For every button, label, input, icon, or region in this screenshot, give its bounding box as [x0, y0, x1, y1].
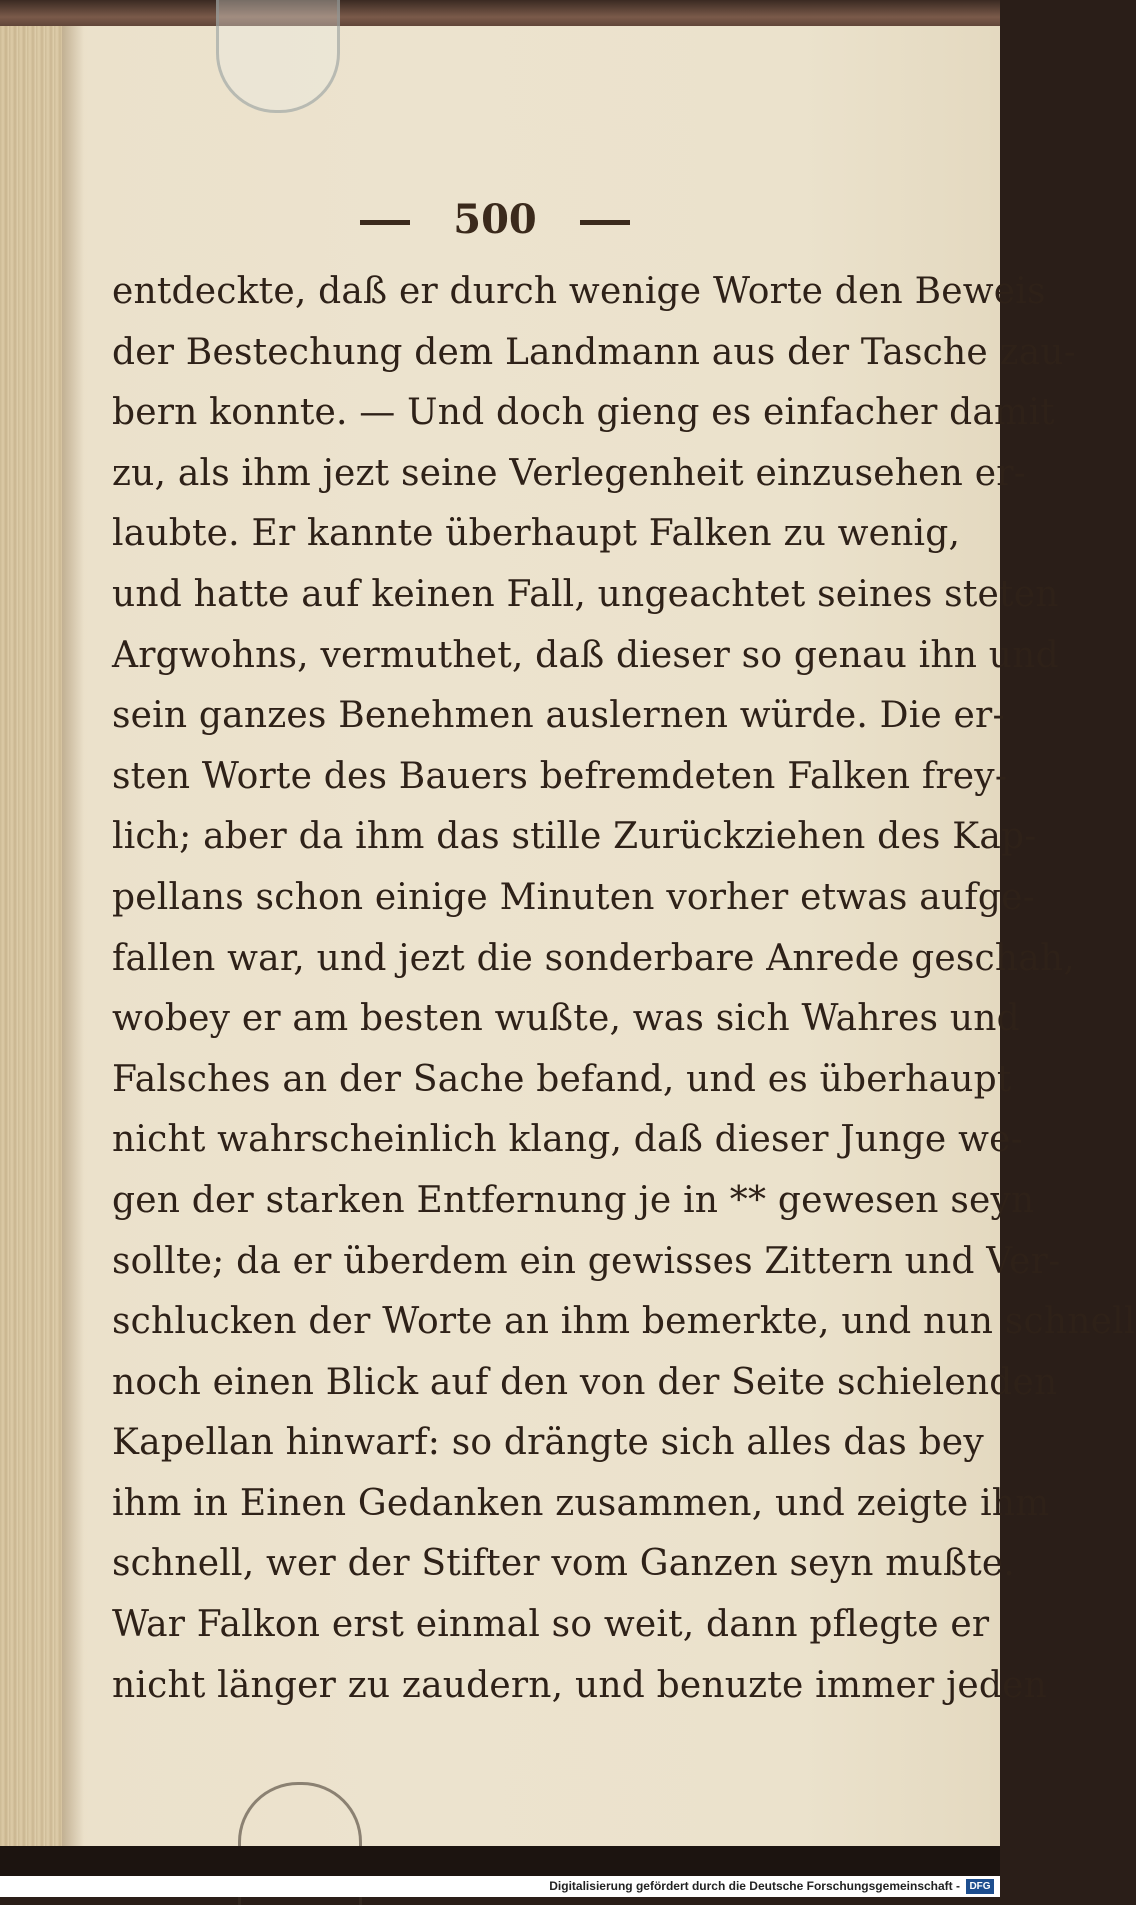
text-line: sollte; da er überdem ein gewisses Zittern und Ver- — [112, 1240, 1061, 1282]
text-line: laubte. Er kannte überhaupt Falken zu wenig, — [112, 513, 961, 555]
text-line: lich; aber da ihm das stille Zurückziehen des Kap- — [112, 816, 1037, 858]
text-line: ihm in Einen Gedanken zusammen, und zeigte ihm — [112, 1482, 1050, 1524]
text-line: nicht wahrscheinlich klang, daß dieser Junge we- — [112, 1119, 1023, 1161]
page-header — [360, 196, 630, 246]
text-line: wobey er am besten wußte, was sich Wahres und — [112, 998, 1020, 1040]
text-line: bern konnte. — Und doch gieng es einfacher damit — [112, 392, 1055, 434]
text-line: fallen war, und jezt die sonderbare Anrede geschah, — [112, 937, 1075, 979]
text-line: noch einen Blick auf den von der Seite schielenden — [112, 1361, 1058, 1403]
text-line: schnell, wer der Stifter vom Ganzen seyn mußte. — [112, 1543, 1016, 1585]
text-line: schlucken der Worte an ihm bemerkte, und nun schnell — [112, 1301, 1136, 1343]
text-line: Falsches an der Sache befand, und es überhaupt — [112, 1058, 1012, 1100]
text-line: nicht länger zu zaudern, und benuzte immer jeden — [112, 1664, 1048, 1706]
text-line: pellans schon einige Minuten vorher etwas aufge- — [112, 876, 1035, 918]
dfg-logo: DFG — [966, 1879, 994, 1894]
text-line: entdeckte, daß er durch wenige Worte den Beweis — [112, 271, 1046, 312]
text-line: War Falkon erst einmal so weit, dann pflegte er — [112, 1604, 990, 1646]
page-number: 500 — [453, 196, 537, 243]
text-line: Argwohns, vermuthet, daß dieser so genau ihn und — [112, 634, 1059, 676]
page-clip-top — [216, 0, 340, 113]
text-line: Kapellan hinwarf: so drängte sich alles das bey — [112, 1422, 984, 1464]
funding-credit: Digitalisierung gefördert durch die Deutsche Forschungsgemeinschaft - — [549, 1879, 960, 1893]
text-line: sten Worte des Bauers befremdeten Falken frey- — [112, 755, 1008, 797]
page-body — [112, 262, 1136, 1716]
header-dash-right — [580, 220, 630, 225]
text-line: gen der starken Entfernung je in ** gewesen seyn — [112, 1179, 1035, 1221]
page-gutter-shadow — [62, 26, 84, 1848]
text-line: sein ganzes Benehmen auslernen würde. Die er- — [112, 695, 1005, 737]
page-stack-edge — [0, 26, 62, 1848]
text-line: der Bestechung dem Landmann aus der Tasche zau- — [112, 331, 1077, 373]
header-dash-left — [360, 220, 410, 225]
text-line: zu, als ihm jezt seine Verlegenheit einzusehen er- — [112, 452, 1026, 494]
book-bottom-edge — [0, 1846, 1000, 1876]
text-line: und hatte auf keinen Fall, ungeachtet seines steten — [112, 573, 1059, 615]
digitization-footer — [0, 1876, 1000, 1897]
